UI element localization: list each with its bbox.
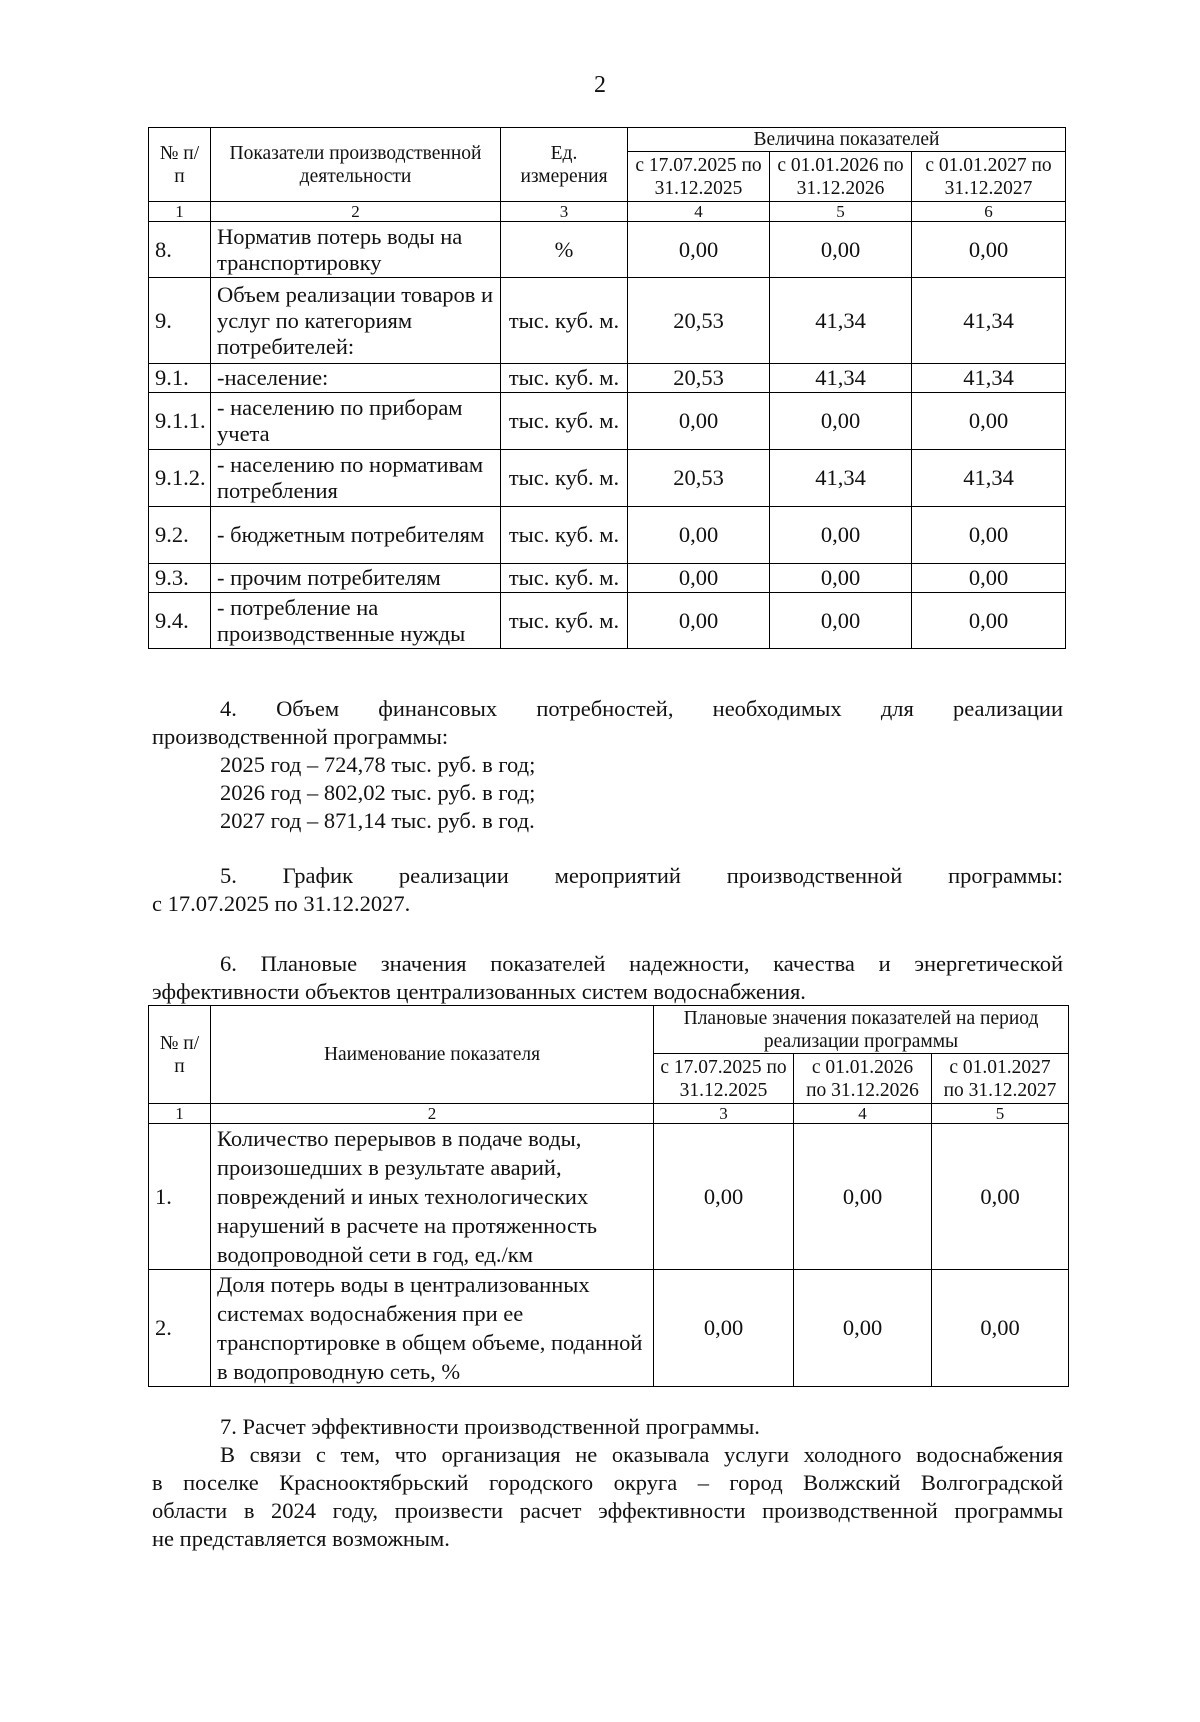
row-num: 9.1. bbox=[149, 364, 211, 393]
row-value: 41,34 bbox=[770, 278, 912, 364]
section-6-heading: 6. Плановые значения показателей надежности, качества и энергетической bbox=[220, 951, 1063, 976]
row-name: - бюджетным потребителям bbox=[211, 507, 501, 564]
section-7-last-line: не представляется возможным. bbox=[152, 1526, 450, 1551]
row-num: 9.3. bbox=[149, 564, 211, 593]
row-value: 0,00 bbox=[932, 1124, 1069, 1270]
section-6-heading-cont: эффективности объектов централизованных систем водоснабжения. bbox=[152, 979, 806, 1004]
row-value: 20,53 bbox=[628, 450, 770, 507]
column-number: 6 bbox=[912, 202, 1066, 222]
row-value: 0,00 bbox=[628, 564, 770, 593]
finance-item: 2026 год – 802,02 тыс. руб. в год; bbox=[220, 780, 536, 805]
header-name: Наименование показателя bbox=[211, 1006, 654, 1104]
row-value: 0,00 bbox=[794, 1124, 932, 1270]
header-period-1: с 17.07.2025 по 31.12.2025 bbox=[628, 152, 770, 202]
row-value: 0,00 bbox=[912, 393, 1066, 450]
table-row bbox=[149, 364, 1066, 393]
section-7-heading: 7. Расчет эффективности производственной программы. bbox=[220, 1414, 760, 1439]
section-7-line: В связи с тем, что организация не оказывала услуги холодного водоснабжения bbox=[220, 1442, 1063, 1467]
production-indicators-table bbox=[148, 127, 1066, 649]
table-row bbox=[149, 393, 1066, 450]
header-period-1: с 17.07.2025 по 31.12.2025 bbox=[654, 1054, 794, 1104]
column-number: 5 bbox=[932, 1104, 1069, 1124]
row-name: Количество перерывов в подаче воды, произошедших в результате аварий, повреждений и иных технологических нарушений в расчете на протяженность водопроводной сети в год, ед./км bbox=[211, 1124, 654, 1270]
row-value: 0,00 bbox=[654, 1270, 794, 1387]
header-unit: Ед. измерения bbox=[501, 128, 628, 202]
row-num: 9.1.1. bbox=[149, 393, 211, 450]
column-number: 1 bbox=[149, 1104, 211, 1124]
table-row bbox=[149, 1124, 1069, 1270]
column-number: 5 bbox=[770, 202, 912, 222]
table-row bbox=[149, 507, 1066, 564]
row-num: 2. bbox=[149, 1270, 211, 1387]
row-value: 0,00 bbox=[932, 1270, 1069, 1387]
row-value: 0,00 bbox=[770, 393, 912, 450]
table-row bbox=[149, 564, 1066, 593]
row-value: 41,34 bbox=[770, 364, 912, 393]
row-value: 0,00 bbox=[628, 222, 770, 278]
section-5-heading: 5. График реализации мероприятий производственной программы: bbox=[220, 863, 1063, 888]
page-number: 2 bbox=[594, 72, 606, 98]
table-row bbox=[149, 450, 1066, 507]
row-num: 9. bbox=[149, 278, 211, 364]
column-number: 2 bbox=[211, 1104, 654, 1124]
section-5-period: с 17.07.2025 по 31.12.2027. bbox=[152, 891, 411, 916]
row-value: 0,00 bbox=[770, 564, 912, 593]
row-num: 9.1.2. bbox=[149, 450, 211, 507]
row-name: - населению по нормативам потребления bbox=[211, 450, 501, 507]
section-7 bbox=[152, 1413, 1063, 1553]
header-group: Плановые значения показателей на период реализации программы bbox=[654, 1006, 1069, 1054]
header-num: № п/п bbox=[149, 128, 211, 202]
row-value: 0,00 bbox=[770, 222, 912, 278]
header-period-3: с 01.01.2027 по 31.12.2027 bbox=[912, 152, 1066, 202]
reliability-indicators-table bbox=[148, 1005, 1069, 1387]
table-row bbox=[149, 1270, 1069, 1387]
row-unit: % bbox=[501, 222, 628, 278]
row-value: 0,00 bbox=[912, 593, 1066, 649]
row-value: 41,34 bbox=[770, 450, 912, 507]
row-value: 0,00 bbox=[794, 1270, 932, 1387]
row-name: Норматив потерь воды на транспортировку bbox=[211, 222, 501, 278]
section-4-heading-cont: производственной программы: bbox=[152, 724, 449, 749]
section-4 bbox=[152, 695, 1063, 835]
header-num: № п/п bbox=[149, 1006, 211, 1104]
row-name: - населению по приборам учета bbox=[211, 393, 501, 450]
row-value: 41,34 bbox=[912, 450, 1066, 507]
column-numbers-row bbox=[149, 202, 1066, 222]
row-num: 9.4. bbox=[149, 593, 211, 649]
row-unit: тыс. куб. м. bbox=[501, 278, 628, 364]
row-value: 0,00 bbox=[628, 393, 770, 450]
table-row bbox=[149, 222, 1066, 278]
row-value: 0,00 bbox=[912, 507, 1066, 564]
row-num: 1. bbox=[149, 1124, 211, 1270]
table-row bbox=[149, 593, 1066, 649]
column-number: 4 bbox=[794, 1104, 932, 1124]
column-number: 3 bbox=[654, 1104, 794, 1124]
finance-item: 2025 год – 724,78 тыс. руб. в год; bbox=[220, 752, 536, 777]
row-name: -население: bbox=[211, 364, 501, 393]
row-unit: тыс. куб. м. bbox=[501, 364, 628, 393]
row-value: 0,00 bbox=[628, 593, 770, 649]
row-num: 9.2. bbox=[149, 507, 211, 564]
column-numbers-row bbox=[149, 1104, 1069, 1124]
row-value: 0,00 bbox=[912, 564, 1066, 593]
row-unit: тыс. куб. м. bbox=[501, 507, 628, 564]
column-number: 4 bbox=[628, 202, 770, 222]
column-number: 2 bbox=[211, 202, 501, 222]
row-value: 0,00 bbox=[770, 507, 912, 564]
row-value: 0,00 bbox=[628, 507, 770, 564]
section-7-line: в поселке Краснооктябрьский городского округа – город Волжский Волгоградской bbox=[152, 1470, 1063, 1495]
table-row bbox=[149, 278, 1066, 364]
section-6 bbox=[152, 950, 1063, 1006]
row-value: 20,53 bbox=[628, 364, 770, 393]
row-name: - потребление на производственные нужды bbox=[211, 593, 501, 649]
row-value: 0,00 bbox=[912, 222, 1066, 278]
section-4-heading: 4. Объем финансовых потребностей, необходимых для реализации bbox=[220, 696, 1063, 721]
row-unit: тыс. куб. м. bbox=[501, 393, 628, 450]
column-number: 1 bbox=[149, 202, 211, 222]
section-7-line: области в 2024 году, произвести расчет эффективности производственной программы bbox=[152, 1498, 1063, 1523]
row-name: - прочим потребителям bbox=[211, 564, 501, 593]
row-unit: тыс. куб. м. bbox=[501, 564, 628, 593]
row-name: Объем реализации товаров и услуг по категориям потребителей: bbox=[211, 278, 501, 364]
row-unit: тыс. куб. м. bbox=[501, 593, 628, 649]
row-value: 41,34 bbox=[912, 278, 1066, 364]
row-value: 20,53 bbox=[628, 278, 770, 364]
row-unit: тыс. куб. м. bbox=[501, 450, 628, 507]
header-indicator: Показатели производственной деятельности bbox=[211, 128, 501, 202]
finance-item: 2027 год – 871,14 тыс. руб. в год. bbox=[220, 808, 535, 833]
row-name: Доля потерь воды в централизованных системах водоснабжения при ее транспортировке в общем объеме, поданной в водопроводную сеть, % bbox=[211, 1270, 654, 1387]
header-value-group: Величина показателей bbox=[628, 128, 1066, 152]
column-number: 3 bbox=[501, 202, 628, 222]
header-period-3: с 01.01.2027 по 31.12.2027 bbox=[932, 1054, 1069, 1104]
header-period-2: с 01.01.2026 по 31.12.2026 bbox=[770, 152, 912, 202]
row-value: 41,34 bbox=[912, 364, 1066, 393]
row-num: 8. bbox=[149, 222, 211, 278]
row-value: 0,00 bbox=[770, 593, 912, 649]
header-period-2: с 01.01.2026 по 31.12.2026 bbox=[794, 1054, 932, 1104]
section-5 bbox=[152, 862, 1063, 918]
row-value: 0,00 bbox=[654, 1124, 794, 1270]
